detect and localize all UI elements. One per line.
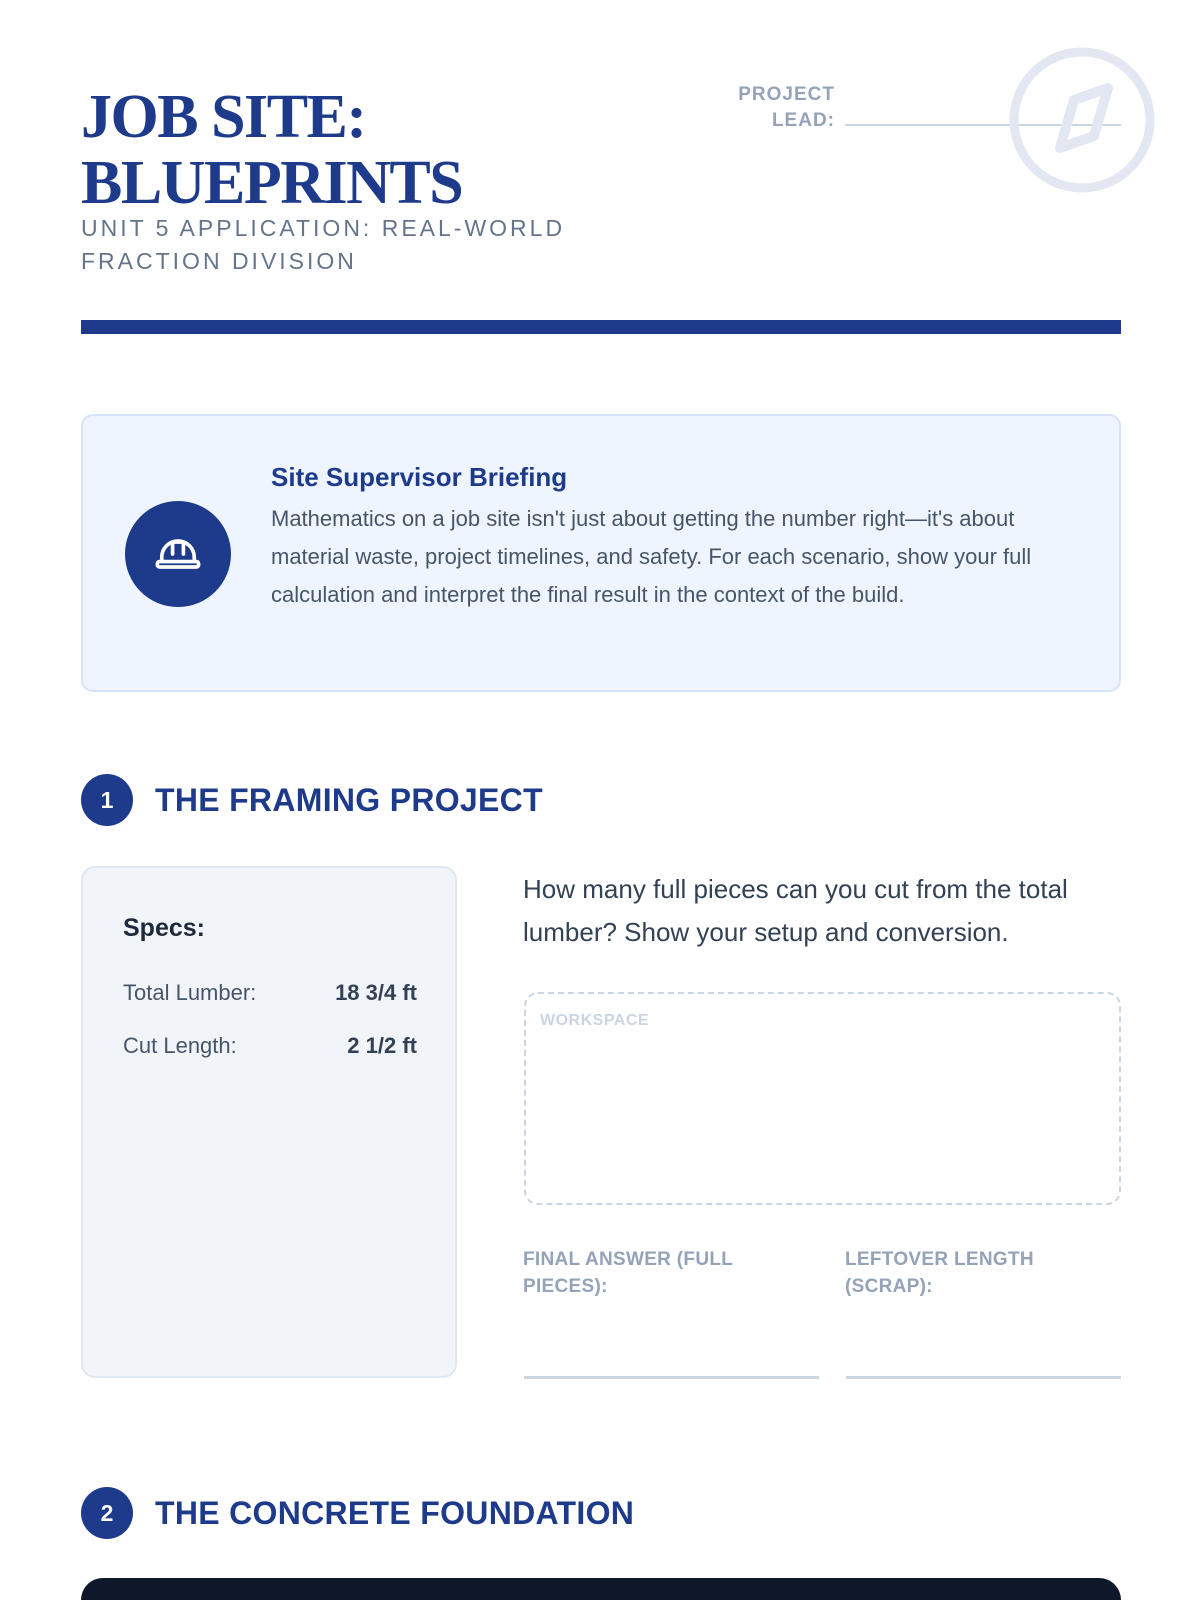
workspace-label: WORKSPACE [540, 1012, 650, 1029]
final-answer-label: FINAL ANSWER (FULL PIECES): [523, 1249, 733, 1297]
section-title: THE FRAMING PROJECT [155, 781, 543, 818]
section-2-header [81, 1487, 634, 1539]
foundation-specs-panel [81, 1578, 1121, 1600]
spec-row [123, 1033, 417, 1059]
briefing-title: Site Supervisor Briefing [271, 462, 568, 492]
project-lead-label-line-1: PROJECT [738, 84, 835, 105]
section-title: THE CONCRETE FOUNDATION [155, 1494, 635, 1531]
page-subtitle: UNIT 5 APPLICATION: REAL-WORLD FRACTION DIVISION [81, 215, 566, 274]
specs-title: Specs: [123, 914, 205, 942]
spec-row [123, 980, 417, 1006]
page-title [81, 84, 462, 216]
supervisor-briefing-card [81, 414, 1121, 692]
spec-label: Cut Length: [123, 1033, 237, 1058]
spec-value: 18 3/4 ft [335, 980, 417, 1005]
project-lead-label-line-2: LEAD: [771, 110, 835, 131]
question-text: How many full pieces can you cut from the total lumber? Show your setup and conversion. [523, 874, 1068, 947]
spec-label: Total Lumber: [123, 980, 257, 1005]
hard-hat-icon [125, 501, 231, 607]
workspace-area[interactable] [524, 992, 1121, 1205]
compass-icon [1008, 46, 1156, 194]
project-lead-label [715, 82, 835, 134]
title-line-1: JOB SITE: [81, 83, 366, 151]
section-number-badge: 1 [81, 774, 133, 826]
leftover-length-field[interactable] [846, 1376, 1121, 1379]
leftover-length-label: LEFTOVER LENGTH (SCRAP): [845, 1249, 1034, 1297]
section-1-header [81, 774, 543, 826]
title-line-2: BLUEPRINTS [81, 149, 463, 217]
header-divider [81, 320, 1121, 334]
final-answer-field[interactable] [524, 1376, 819, 1379]
spec-value: 2 1/2 ft [347, 1033, 417, 1058]
briefing-body: Mathematics on a job site isn't just about getting the number right—it's about material waste, project timelines, and safety. For each scenario, show your full calculation and interpret the final result in the context of the build. [271, 506, 1032, 607]
worksheet-header [81, 84, 1121, 334]
section-number-badge: 2 [81, 1487, 133, 1539]
specs-card [81, 866, 457, 1378]
